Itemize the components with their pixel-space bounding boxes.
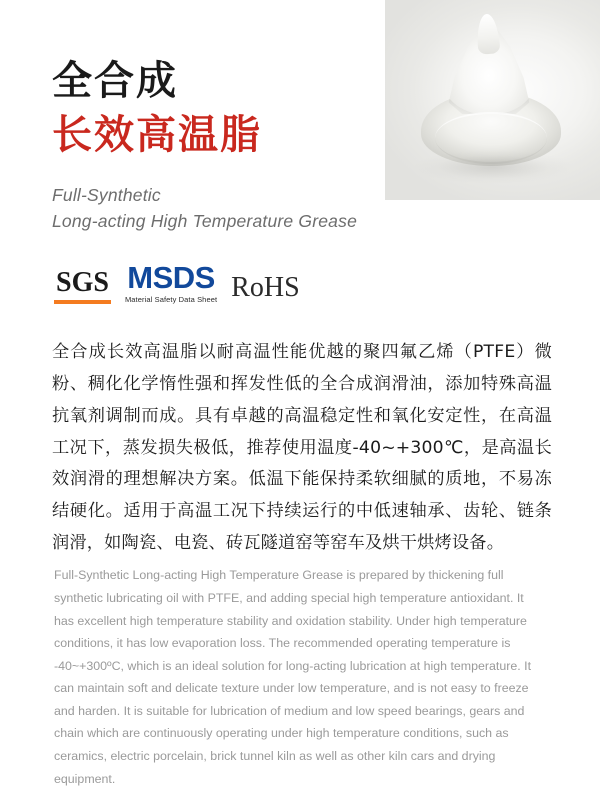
msds-logo-subtitle: Material Safety Data Sheet [124,295,218,304]
msds-logo [125,262,217,304]
page-title-cn-secondary: 长效高温脂 [52,112,262,158]
page-title-cn-primary: 全合成 [52,58,178,104]
sgs-logo [54,266,111,304]
page-subtitle-en-line2: Long-acting High Temperature Grease [52,211,357,232]
page-subtitle-en [52,182,482,235]
page-subtitle-en-line1: Full-Synthetic [52,185,161,205]
title-block [52,56,482,235]
sgs-logo-text: SGS [56,266,109,298]
rohs-logo: RoHS [231,271,300,303]
certification-logos [54,262,300,304]
msds-logo-text: MSDS [127,260,215,295]
description-en: Full-Synthetic Long-acting High Temperature Grease is prepared by thickening full synthetic lubricating oil with PTFE, and adding special high temperature antioxidant. It has excellent high temperature stability and oxidation stability. Under high temperature conditions, it has low evaporation loss. The recommended operating temperature is -40~+300ºC, which is an ideal solution for long-acting lubrication at high temperature. It can maintain soft and delicate texture under low temperature, and is not easy to freeze and harden. It is suitable for lubrication of medium and low speed bearings, gears and chain which are continuously operating under high temperature conditions, such as ceramics, electric porcelain, brick tunnel kiln as well as other kiln cars and drying equipment. [54,568,532,786]
description-cn: 全合成长效高温脂以耐高温性能优越的聚四氟乙烯（PTFE）微粉、稠化化学惰性强和挥发性低的全合成润滑油，添加特殊高温抗氧剂调制而成。具有卓越的高温稳定性和氧化安定性，在高温工况下，蒸发损失极低，推荐使用温度-40~+300℃，是高温长效润滑的理想解决方案。低温下能保持柔软细腻的质地，不易冻结硬化。适用于高温工况下持续运行的中低速轴承、齿轮、链条润滑，如陶瓷、电瓷、砖瓦隧道窑等窑车及烘干烘烤设备。 [52,342,552,554]
